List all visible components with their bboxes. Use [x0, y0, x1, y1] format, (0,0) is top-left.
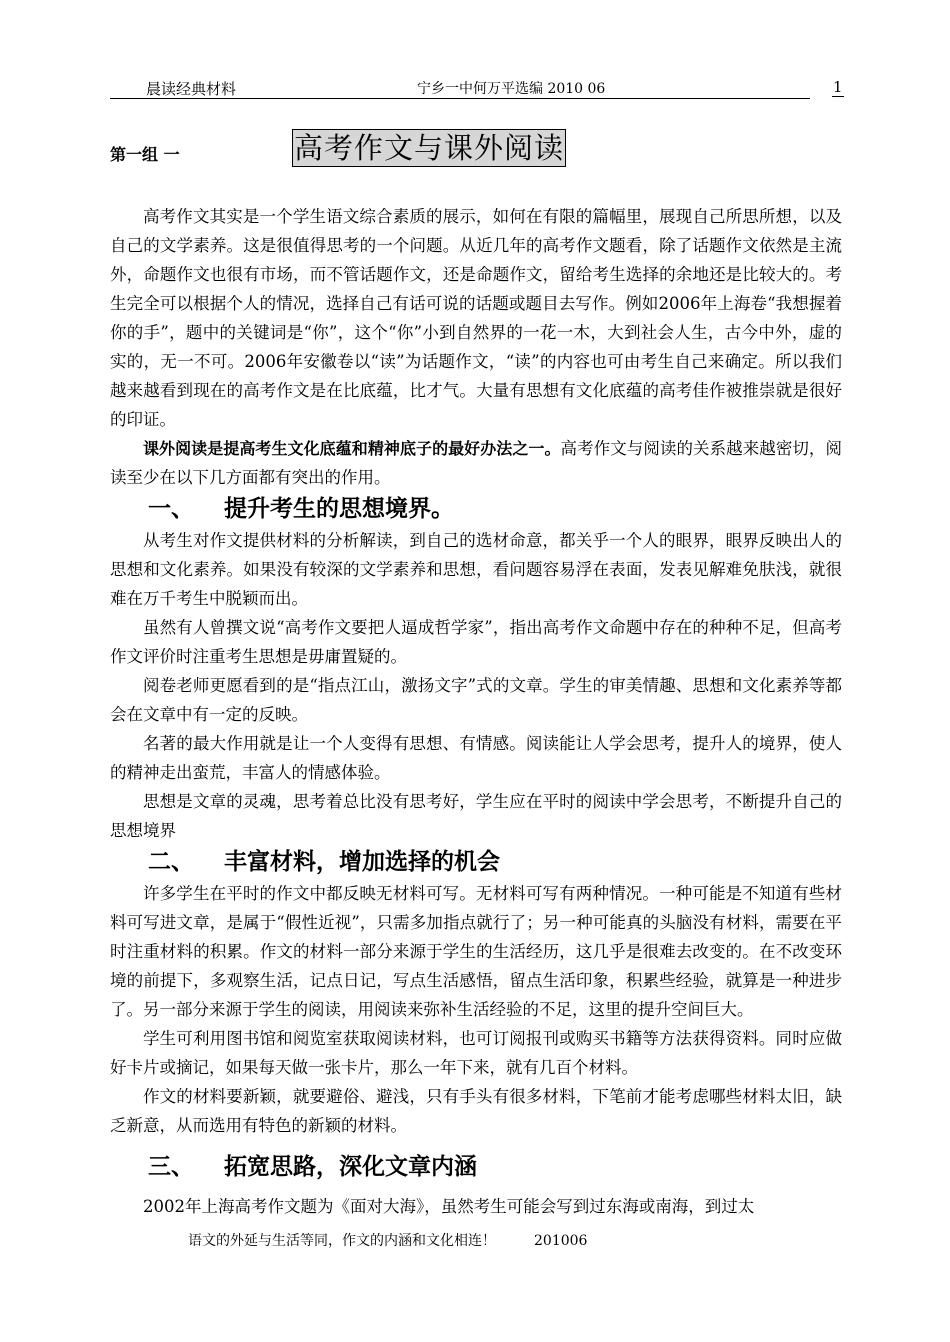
section-2-number: 二、: [148, 849, 194, 875]
section-1-paragraph: 思想是文章的灵魂，思考着总比没有思考好，学生应在平时的阅读中学会思考，不断提升自己的思想境界: [110, 792, 842, 840]
section-3-heading: [110, 1150, 842, 1184]
header-left-text: 晨读经典材料: [146, 80, 237, 98]
footer-date: 201006: [534, 1233, 588, 1249]
article-body: [110, 202, 842, 1221]
page-title: 高考作文与课外阅读: [294, 131, 565, 165]
page-header: [110, 76, 810, 99]
section-2-paragraph: 许多学生在平时的作文中都反映无材料可写。无材料可写有两种情况。一种可能是不知道有些材料可写进文章，是属于“假性近视”，只需多加指点就行了；另一种可能真的头脑没有材料，需要在平时注重材料的积累。作文的材料一部分来源于学生的生活经历，这几乎是很难去改变的。在不改变环境的前提下，多观察生活，记点日记，写点生活感悟，留点生活印象，积累些经验，就算是一种进步了。另一部分来源于学生的阅读，用阅读来弥补生活经验的不足，这里的提升空间巨大。: [110, 884, 842, 1019]
intro-bold-sentence: 课外阅读是提高考生文化底蕴和精神底子的最好办法之一。: [143, 439, 561, 458]
section-1-paragraph: 虽然有人曾撰文说“高考作文要把人逼成哲学家”，指出高考作文命题中存在的种种不足，但高考作文评价时注重考生思想是毋庸置疑的。: [110, 618, 842, 666]
section-1-paragraph: 阅卷老师更愿看到的是“指点江山，激扬文字”式的文章。学生的审美情趣、思想和文化素养等都会在文章中有一定的反映。: [110, 676, 842, 724]
section-2-paragraph: 作文的材料要新颖，就要避俗、避浅，只有手头有很多材料，下笔前才能考虑哪些材料太旧，缺乏新意，从而选用有特色的新颖的材料。: [110, 1087, 842, 1135]
section-2-heading: [110, 845, 842, 879]
intro-paragraph-2: [110, 434, 842, 492]
header-center-text: 宁乡一中何万平选编 2010 06: [417, 81, 606, 97]
intro-paragraph-1: 高考作文其实是一个学生语文综合素质的展示，如何在有限的篇幅里，展现自己所思所想，以及自己的文学素养。这是很值得思考的一个问题。从近几年的高考作文题看，除了话题作文依然是主流外，命题作文也很有市场，而不管话题作文，还是命题作文，留给考生选择的余地还是比较大的。考生完全可以根据个人的情况，选择自己有话可说的话题或题目去写作。例如2006年上海卷“我想握着你的手”，题中的关键词是“你”，这个“你”小到自然界的一花一木，大到社会人生，古今中外，虚的实的，无一不可。2006年安徽卷以“读”为话题作文，“读”的内容也可由考生自己来确定。所以我们越来越看到现在的高考作文是在比底蕴，比才气。大量有思想有文化底蕴的高考佳作被推崇就是很好的印证。: [110, 207, 842, 429]
section-1-paragraph: 名著的最大作用就是让一个人变得有思想、有情感。阅读能让人学会思考，提升人的境界，使人的精神走出蛮荒，丰富人的情感体验。: [110, 734, 842, 782]
section-3-title: 拓宽思路，深化文章内涵: [224, 1154, 477, 1180]
section-2-title: 丰富材料，增加选择的机会: [224, 849, 500, 875]
section-3-number: 三、: [148, 1154, 194, 1180]
section-1-paragraph: 从考生对作文提供材料的分析解读，到自己的选材命意，都关乎一个人的眼界，眼界反映出人的思想和文化素养。如果没有较深的文学素养和思想，看问题容易浮在表面，发表见解难免肤浅，就很难在万千考生中脱颖而出。: [110, 531, 842, 608]
section-1-title: 提升考生的思想境界。: [224, 496, 454, 522]
page-footer: [188, 1230, 587, 1250]
group-label: 第一组 一: [110, 145, 180, 164]
section-1-number: 一、: [148, 496, 194, 522]
section-3-paragraph: 2002年上海高考作文题为《面对大海》，虽然考生可能会写到过东海或南海，到过太: [143, 1197, 755, 1216]
section-2-paragraph: 学生可利用图书馆和阅览室获取阅读材料，也可订阅报刊或购买书籍等方法获得资料。同时应做好卡片或摘记，如果每天做一张卡片，那么一年下来，就有几百个材料。: [110, 1029, 842, 1077]
footer-text: 语文的外延与生活等同，作文的内涵和文化相连！: [188, 1233, 496, 1249]
section-1-heading: [110, 492, 842, 526]
page-number: 1: [833, 78, 843, 96]
intro-paragraph-2-rest: 高考作文与阅读的关系越来越密切，阅读至少在以下几方面都有突出的作用。: [110, 439, 842, 487]
